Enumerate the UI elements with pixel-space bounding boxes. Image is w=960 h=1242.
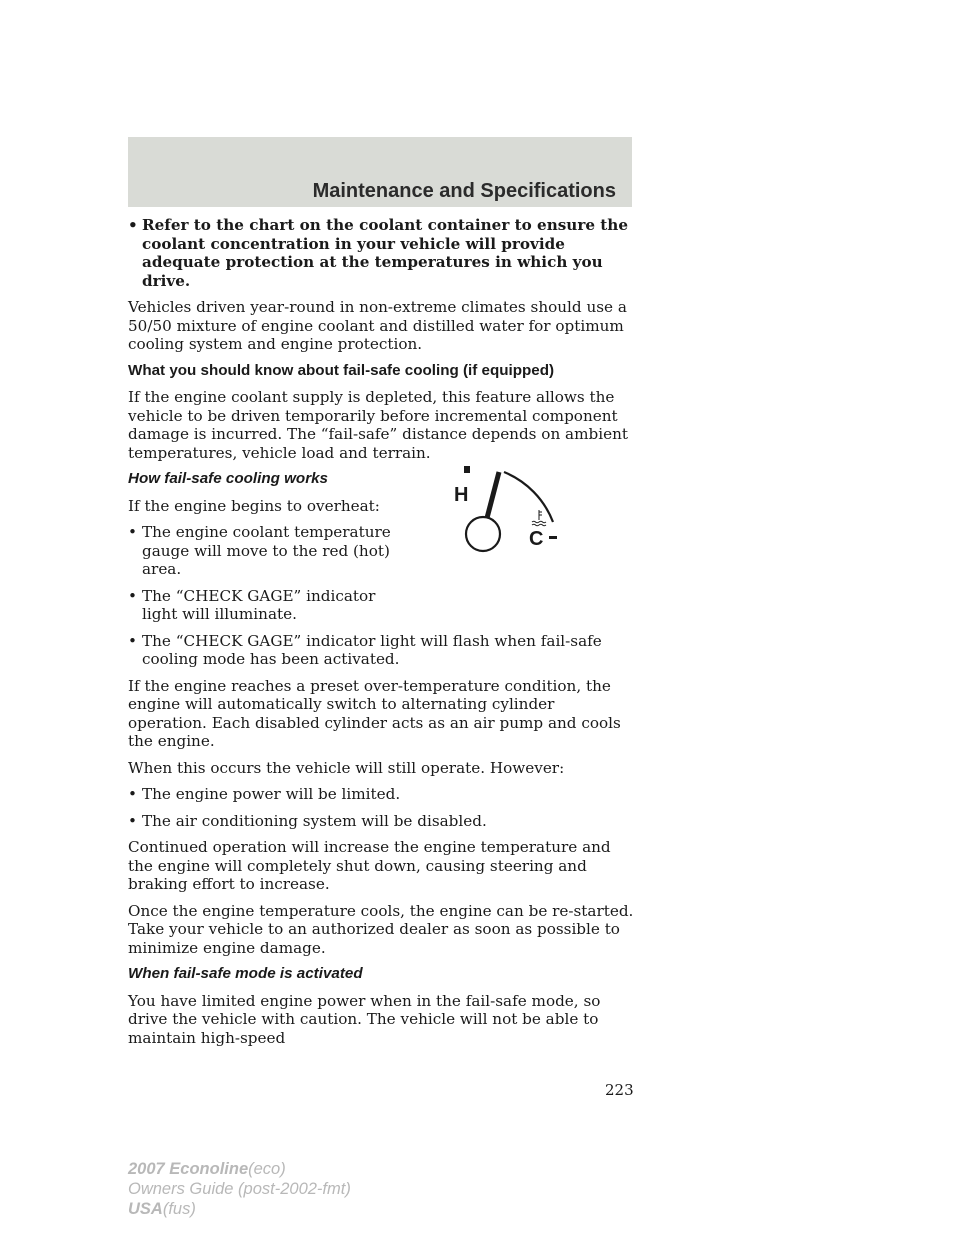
- gauge-needle: [487, 472, 499, 518]
- footer-line-market: [128, 1199, 351, 1219]
- heading-how-it-works: How fail-safe cooling works: [128, 470, 329, 487]
- footer-guide: Owners Guide (post-2002-fmt): [128, 1180, 351, 1198]
- paragraph-overheat: If the engine begins to overheat:: [128, 496, 380, 515]
- operate-bullet-text: The air conditioning system will be disabled.: [142, 811, 487, 830]
- bullet-dot: •: [128, 631, 137, 650]
- overheat-bullet: [128, 587, 392, 624]
- overheat-bullet: [128, 523, 392, 579]
- gauge-needle-hub: [466, 517, 500, 551]
- footer-model: 2007 Econoline: [128, 1160, 249, 1178]
- section-header-band: [128, 137, 632, 207]
- paragraph-limited: You have limited engine power when in the fail-safe mode, so drive the vehicle with caution. The vehicle will not be able to maintain high-speed: [128, 991, 601, 1047]
- footer-line-model: [128, 1159, 351, 1179]
- temperature-gauge-illustration: [454, 462, 570, 562]
- bullet-dot: •: [128, 523, 137, 541]
- paragraph-year-round: Vehicles driven year-round in non-extreme climates should use a 50/50 mixture of engine coolant and distilled water for optimum cooling system and engine protection.: [128, 298, 627, 353]
- footer-market-code: (fus): [162, 1200, 196, 1218]
- overheat-bullet-text: The “CHECK GAGE” indicator light will flash when fail-safe cooling mode has been activated.: [142, 631, 602, 668]
- bullet-dot: •: [128, 811, 137, 830]
- gauge-arc: [504, 472, 553, 522]
- gauge-hot-label: H: [454, 484, 469, 506]
- page-body: [128, 216, 636, 1055]
- document-footer: [128, 1159, 351, 1219]
- bullet-dot: •: [128, 216, 138, 234]
- page-number: 223: [605, 1081, 634, 1099]
- section-title: Maintenance and Specifications: [312, 180, 616, 202]
- heading-when-activated: When fail-safe mode is activated: [128, 965, 363, 982]
- intro-bullet-text: Refer to the chart on the coolant container to ensure the coolant concentration in your vehicle will provide adequate protection at the temperatures in which you drive.: [142, 216, 629, 290]
- paragraph-cools: Once the engine temperature cools, the engine can be re-started. Take your vehicle to an authorized dealer as soon as possible to minimize engine damage.: [128, 901, 634, 957]
- coolant-temperature-icon: [532, 510, 546, 526]
- operate-bullet: [128, 785, 636, 804]
- intro-bullet: [128, 216, 636, 290]
- cold-tick-mark: [549, 536, 557, 539]
- overheat-bullet-text: The “CHECK GAGE” indicator light will illuminate.: [142, 586, 376, 623]
- hot-tick-mark: [464, 466, 470, 473]
- paragraph-continued: Continued operation will increase the engine temperature and the engine will completely shut down, causing steering and braking effort to increase.: [128, 838, 611, 893]
- paragraph-depleted: If the engine coolant supply is depleted, this feature allows the vehicle to be driven temporarily before incremental component damage is incurred. The “fail-safe” distance depends on ambient temperatures, vehicle load and terrain.: [128, 388, 628, 462]
- gauge-cold-label: C: [529, 528, 544, 550]
- paragraph-still-operate: When this occurs the vehicle will still operate. However:: [128, 758, 565, 777]
- footer-model-code: (eco): [248, 1160, 286, 1178]
- bullet-dot: •: [128, 586, 137, 605]
- overheat-bullet-text: The engine coolant temperature gauge will move to the red (hot) area.: [142, 523, 391, 578]
- paragraph-preset: If the engine reaches a preset over-temperature condition, the engine will automatically switch to alternating cylinder operation. Each disabled cylinder acts as an air pump and cools the engine.: [128, 676, 621, 750]
- heading-failsafe: What you should know about fail-safe cooling (if equipped): [128, 361, 555, 379]
- operate-bullet-text: The engine power will be limited.: [142, 785, 401, 803]
- operate-bullet: [128, 812, 636, 831]
- overheat-bullet: [128, 632, 636, 669]
- bullet-dot: •: [128, 785, 137, 803]
- footer-market: USA: [128, 1200, 163, 1218]
